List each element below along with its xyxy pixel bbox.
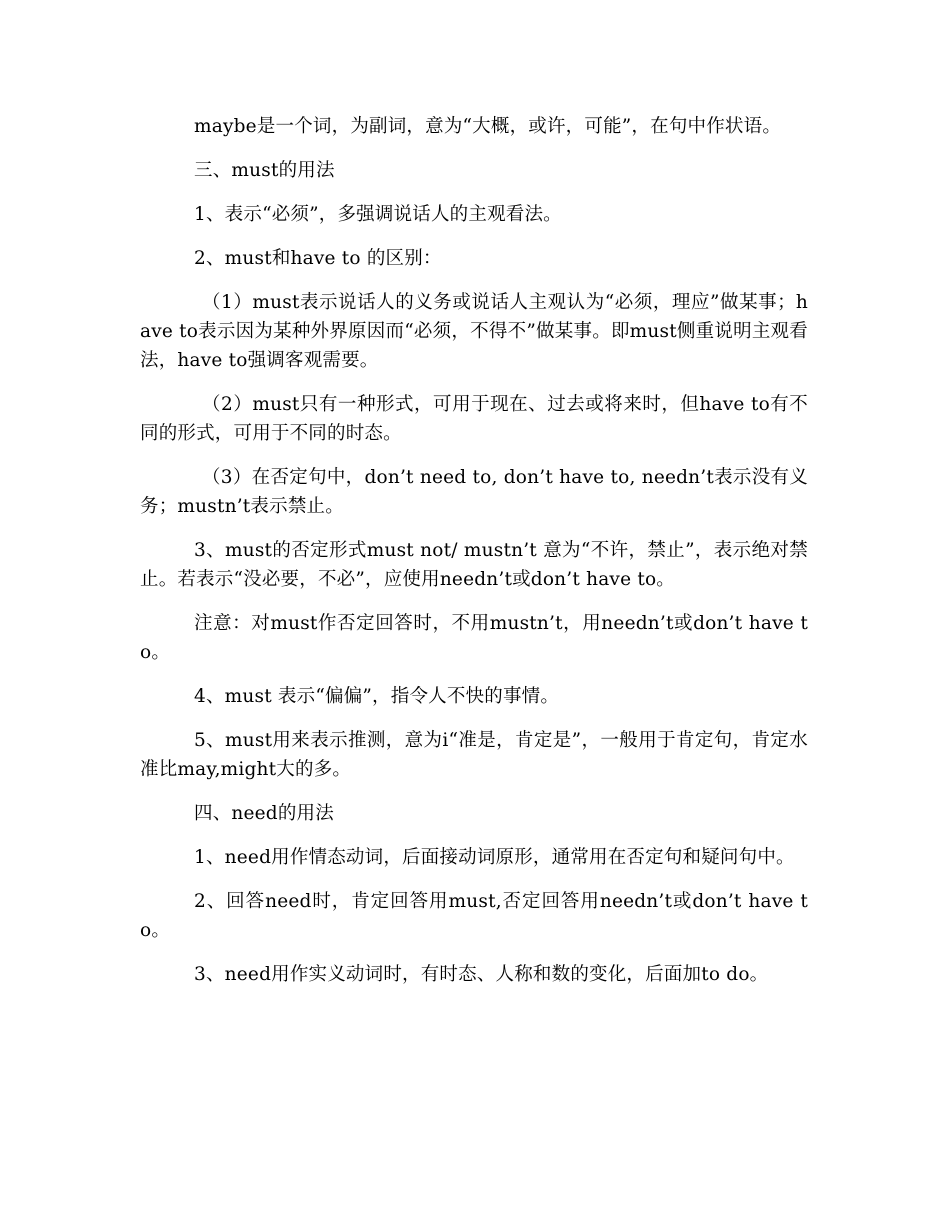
- paragraph-must-2-1: （1）must表示说话人的义务或说话人主观认为“必须，理应”做某事；have to表示因为某种外界原因而“必须，不得不”做某事。即must侧重说明主观看法，have to强调客观需要。: [140, 292, 808, 371]
- paragraph-need-2: 2、回答need时，肯定回答用must,否定回答用needn’t或don’t have to。: [140, 891, 808, 941]
- paragraph-maybe: maybe是一个词，为副词，意为“大概，或许，可能”，在句中作状语。: [194, 116, 782, 137]
- paragraph-must-4: 4、must 表示“偏偏”，指令人不快的事情。: [194, 686, 560, 707]
- document-page: [140, 112, 808, 1004]
- paragraph-must-2: 2、must和have to 的区别：: [194, 248, 442, 269]
- paragraph-must-2-3: （3）在否定句中，don’t need to, don’t have to, needn’t表示没有义务；mustn’t表示禁止。: [140, 467, 808, 517]
- paragraph-need-1: 1、need用作情态动词，后面接动词原形，通常用在否定句和疑问句中。: [194, 847, 795, 868]
- paragraph-need-3: 3、need用作实义动词时，有时态、人称和数的变化，后面加to do。: [194, 964, 769, 985]
- paragraph-must-3: 3、must的否定形式must not/ mustn’t 意为“不许，禁止”，表示绝对禁止。若表示“没必要，不必”，应使用needn’t或don’t have to。: [140, 540, 808, 590]
- paragraph-must-note: 注意：对must作否定回答时，不用mustn’t，用needn’t或don’t have to。: [140, 613, 808, 663]
- section-heading-need: 四、need的用法: [194, 803, 334, 824]
- paragraph-must-2-2: （2）must只有一种形式，可用于现在、过去或将来时，但have to有不同的形式，可用于不同的时态。: [140, 394, 808, 444]
- section-heading-must: 三、must的用法: [194, 160, 335, 181]
- paragraph-must-5: 5、must用来表示推测，意为i“准是，肯定是”，一般用于肯定句，肯定水准比may,might大的多。: [140, 730, 808, 780]
- paragraph-must-1: 1、表示“必须”，多强调说话人的主观看法。: [194, 204, 562, 225]
